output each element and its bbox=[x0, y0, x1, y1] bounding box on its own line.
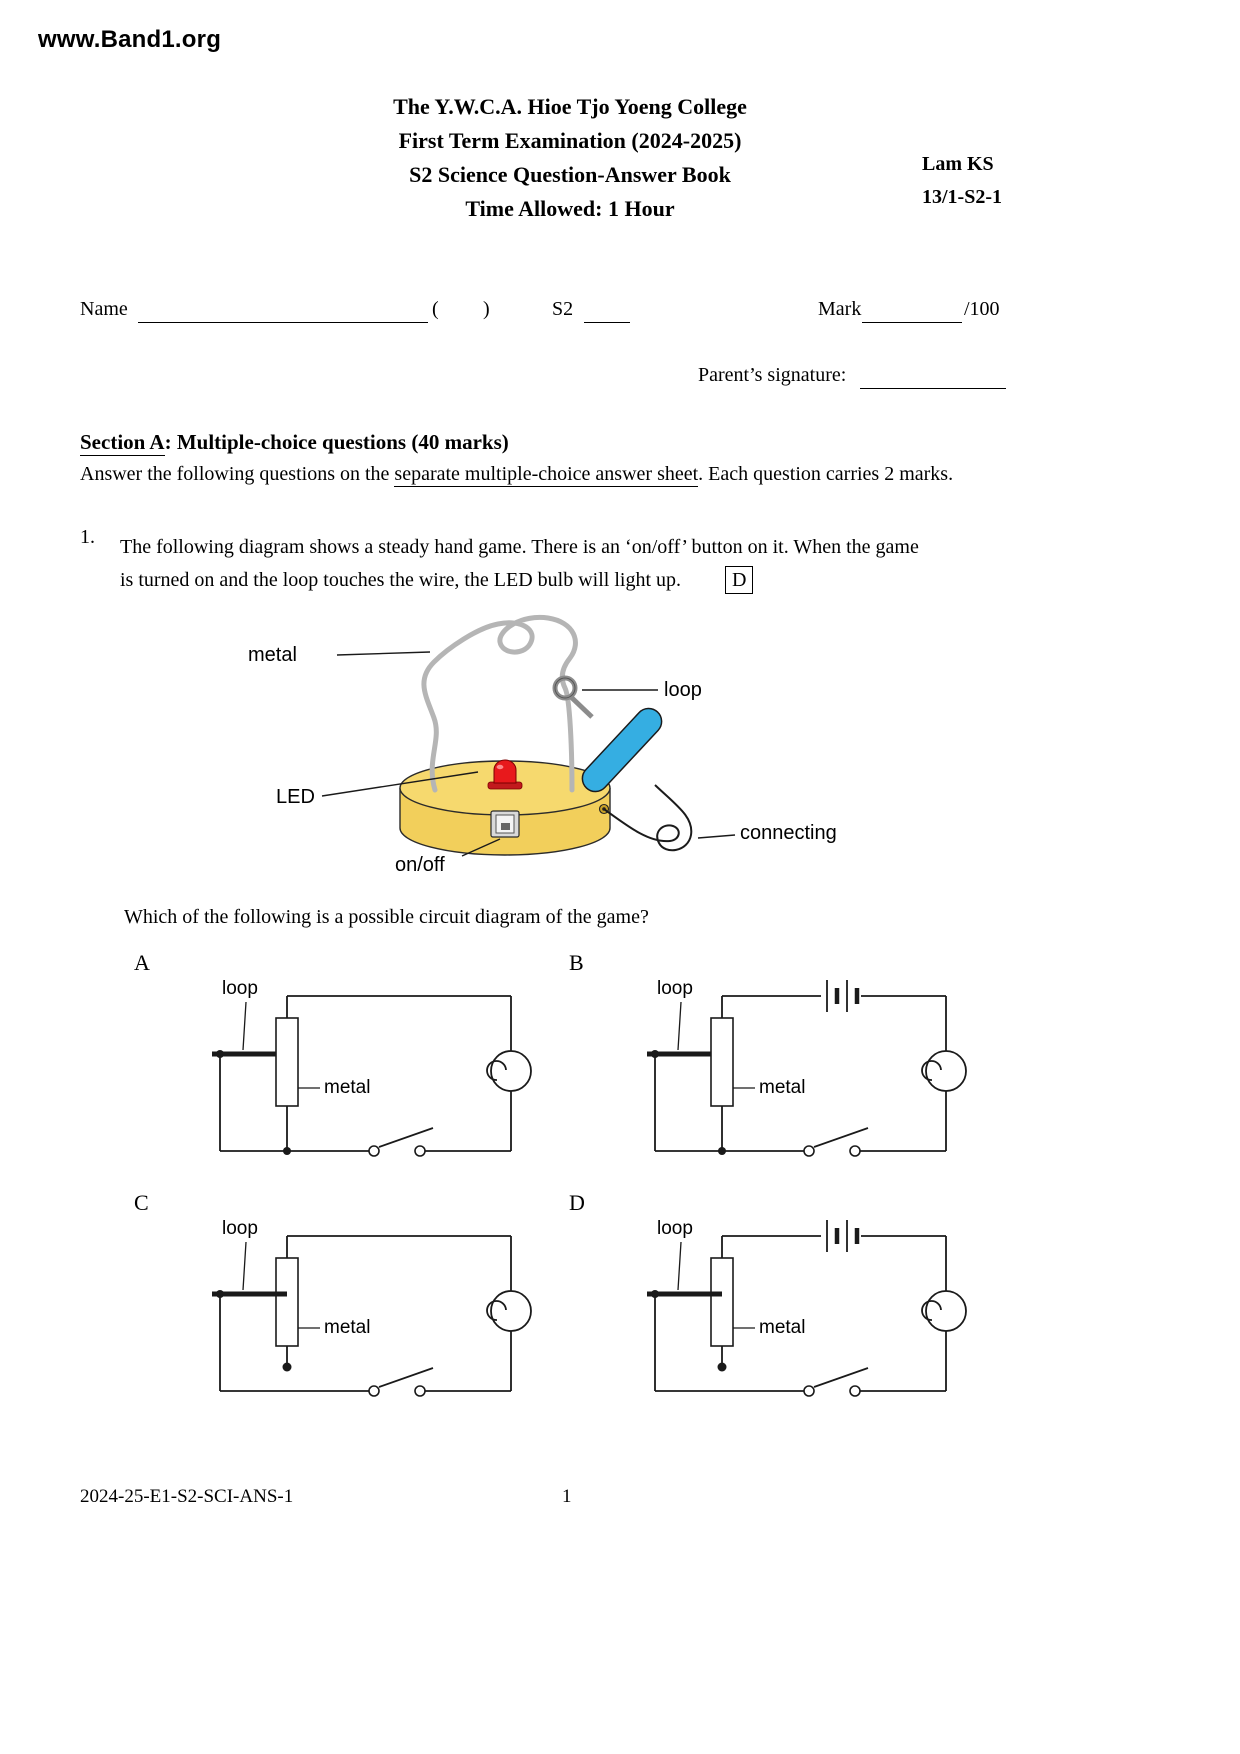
question1-line2: is turned on and the loop touches the wire, the LED bulb will light up. bbox=[120, 569, 682, 591]
circuit-d-svg bbox=[631, 1216, 971, 1401]
switch-contact-right bbox=[850, 1386, 860, 1396]
question1-number: 1. bbox=[80, 526, 95, 548]
battery-symbol bbox=[827, 980, 857, 1012]
instruction-underlined: separate multiple-choice answer sheet bbox=[394, 463, 699, 485]
question1-line2-row bbox=[120, 564, 1070, 597]
metal-strip-symbol bbox=[276, 1018, 298, 1106]
circuit-b-loop-label: loop bbox=[657, 978, 693, 999]
option-c-letter: C bbox=[134, 1190, 149, 1215]
option-d bbox=[565, 1188, 985, 1408]
circuit-a-metal-label: metal bbox=[324, 1077, 371, 1098]
switch-lever bbox=[814, 1368, 868, 1387]
switch-lever bbox=[379, 1368, 433, 1387]
onoff-switch-component bbox=[491, 811, 519, 837]
loop-label: loop bbox=[664, 679, 702, 701]
lamp-symbol bbox=[926, 1291, 966, 1331]
question1-line1: The following diagram shows a steady hand game. There is an ‘on/off’ button on it. When the game bbox=[120, 536, 919, 558]
option-a-letter: A bbox=[134, 950, 150, 975]
metal-strip-symbol bbox=[711, 1018, 733, 1106]
option-b bbox=[565, 948, 985, 1168]
lamp-filament bbox=[922, 1061, 941, 1080]
paper-code: 13/1-S2-1 bbox=[922, 186, 1002, 208]
circuit-c-loop-label: loop bbox=[222, 1218, 258, 1239]
circuit-c-metal-label: metal bbox=[324, 1317, 371, 1338]
circuit-b bbox=[631, 976, 971, 1161]
led-label: LED bbox=[276, 786, 315, 808]
exam-header bbox=[260, 90, 880, 226]
exam-title: First Term Examination (2024-2025) bbox=[398, 128, 742, 153]
option-a bbox=[130, 948, 550, 1168]
class-label: S2 bbox=[552, 298, 574, 320]
metal-strip-symbol bbox=[276, 1258, 298, 1346]
connecting-pointer-line bbox=[698, 835, 735, 838]
switch-contact-right bbox=[415, 1386, 425, 1396]
game-diagram-svg bbox=[230, 600, 1000, 900]
connecting-label: connecting bbox=[740, 822, 837, 844]
onoff-label: on/off bbox=[395, 854, 445, 876]
lamp-symbol bbox=[491, 1051, 531, 1091]
name-blank bbox=[138, 300, 428, 323]
school-name: The Y.W.C.A. Hioe Tjo Yoeng College bbox=[393, 94, 747, 119]
class-paren-open: ( bbox=[432, 298, 439, 320]
switch-contact-left bbox=[369, 1146, 379, 1156]
parent-signature-blank bbox=[860, 366, 1006, 389]
lamp-filament bbox=[487, 1301, 506, 1320]
instruction-after: . Each question carries 2 marks. bbox=[698, 463, 954, 485]
section-a-instruction bbox=[80, 463, 953, 486]
footer-document-code: 2024-25-E1-S2-SCI-ANS-1 bbox=[80, 1486, 294, 1507]
subject-title: S2 Science Question-Answer Book bbox=[409, 162, 731, 187]
mark-label: Mark bbox=[818, 298, 862, 320]
time-allowed: Time Allowed: 1 Hour bbox=[465, 196, 675, 221]
circuit-d-metal-label: metal bbox=[759, 1317, 806, 1338]
lamp-filament bbox=[922, 1301, 941, 1320]
circuit-c bbox=[196, 1216, 536, 1401]
circuit-a bbox=[196, 976, 536, 1161]
parent-signature-label: Parent’s signature: bbox=[698, 364, 847, 386]
site-watermark: www.Band1.org bbox=[38, 26, 222, 53]
circuit-a-loop-label: loop bbox=[222, 978, 258, 999]
steady-hand-game-diagram bbox=[230, 600, 1000, 900]
metal-label: metal bbox=[248, 644, 297, 666]
circuit-a-svg bbox=[196, 976, 536, 1161]
instruction-before: Answer the following questions on the bbox=[80, 463, 395, 485]
circuit-b-metal-label: metal bbox=[759, 1077, 806, 1098]
switch-contact-left bbox=[804, 1146, 814, 1156]
lamp-filament bbox=[487, 1061, 506, 1080]
connecting-wire bbox=[604, 785, 691, 850]
mark-blank bbox=[862, 300, 962, 323]
section-a-title-rest: : Multiple-choice questions (40 marks) bbox=[164, 430, 509, 454]
circuit-d bbox=[631, 1216, 971, 1401]
subquestion: Which of the following is a possible circuit diagram of the game? bbox=[124, 906, 649, 928]
teacher-name: Lam KS bbox=[922, 153, 994, 175]
parent-signature-row bbox=[0, 364, 1240, 396]
switch-contact-right bbox=[850, 1146, 860, 1156]
wand-stem bbox=[571, 697, 592, 717]
class-paren-close: ) bbox=[483, 298, 490, 320]
switch-contact-left bbox=[369, 1386, 379, 1396]
switch-contact-right bbox=[415, 1146, 425, 1156]
mark-total: /100 bbox=[964, 298, 1000, 320]
teacher-block bbox=[922, 148, 1002, 214]
metal-pointer-line bbox=[337, 652, 430, 655]
name-label: Name bbox=[80, 298, 128, 320]
battery-symbol bbox=[827, 1220, 857, 1252]
class-blank bbox=[584, 300, 630, 323]
footer-page-number: 1 bbox=[562, 1486, 572, 1507]
switch-contact-left bbox=[804, 1386, 814, 1396]
question1-text bbox=[120, 531, 1070, 597]
switch-lever bbox=[814, 1128, 868, 1147]
circuit-b-svg bbox=[631, 976, 971, 1161]
circuit-d-loop-label: loop bbox=[657, 1218, 693, 1239]
lamp-symbol bbox=[926, 1051, 966, 1091]
circuit-c-svg bbox=[196, 1216, 536, 1401]
option-b-letter: B bbox=[569, 950, 584, 975]
student-info-row bbox=[0, 298, 1240, 330]
section-a-title: Section A bbox=[80, 430, 165, 454]
answer-box: D bbox=[725, 566, 753, 594]
section-a-heading bbox=[80, 430, 509, 455]
option-d-letter: D bbox=[569, 1190, 585, 1215]
switch-lever bbox=[379, 1128, 433, 1147]
lamp-symbol bbox=[491, 1291, 531, 1331]
option-c bbox=[130, 1188, 550, 1408]
metal-strip-symbol bbox=[711, 1258, 733, 1346]
